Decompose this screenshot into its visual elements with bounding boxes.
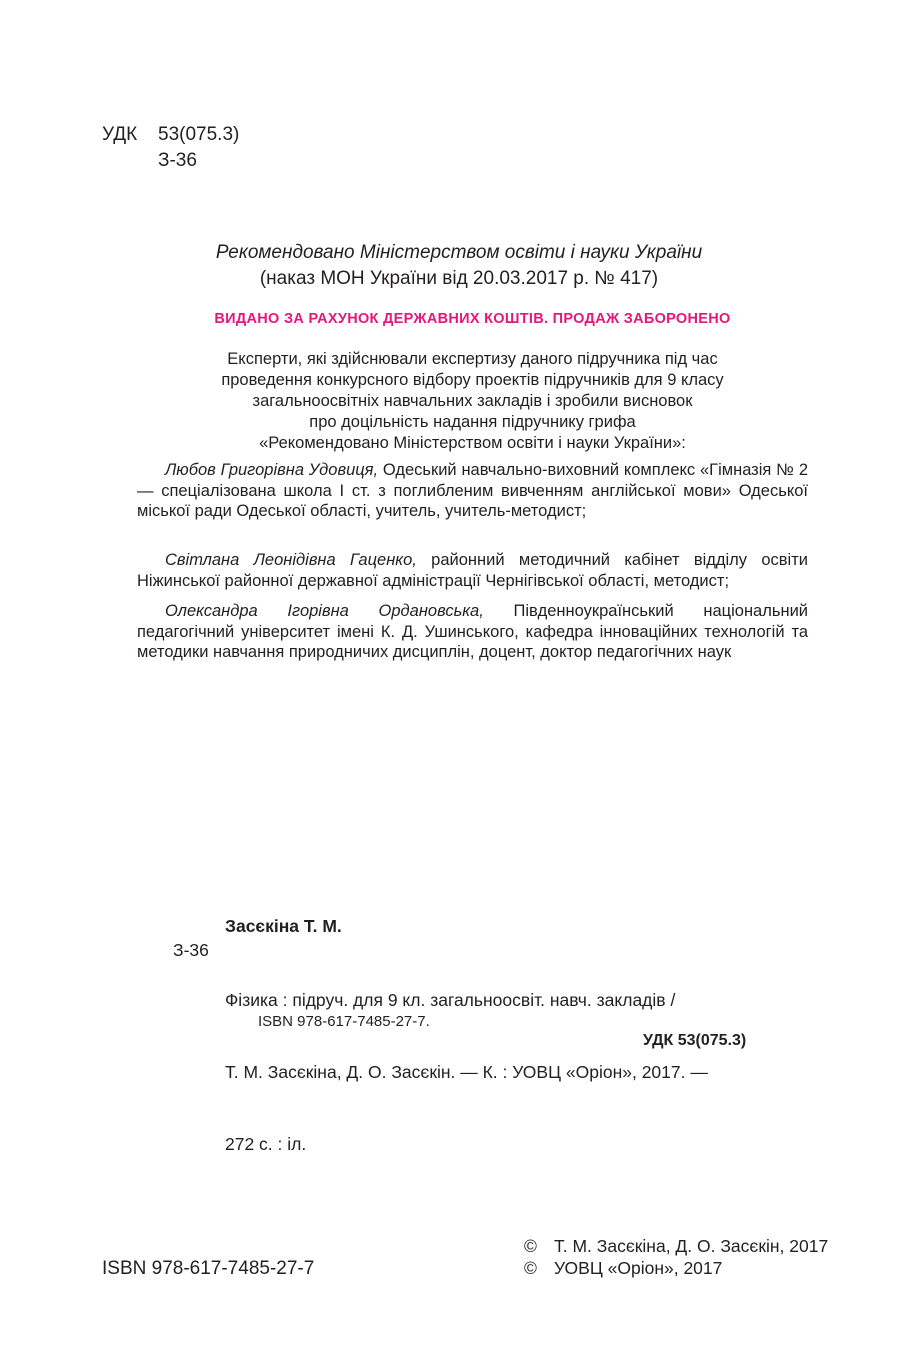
experts-intro-line: Експерти, які здійснювали експертизу даного підручника під час bbox=[227, 350, 718, 368]
expert-details: районний методичний кабінет відділу освіти Ніжинської районної державної адміністрації Чернігівської області, методист; bbox=[137, 551, 808, 590]
author-sign: З-36 bbox=[158, 150, 197, 171]
expert-name: Олександра Ігорівна Ордановська, bbox=[165, 602, 484, 620]
expert-details: Південноукраїнський національний педагогічний університет імені К. Д. Ушинського, кафедра інноваційних технологій та методики навчання природничих дисциплін, доцент, доктор педагогічних наук bbox=[137, 602, 808, 661]
copyright-authors bbox=[524, 1236, 828, 1257]
udk-line bbox=[102, 122, 239, 148]
copyright-authors-text: Т. М. Засєкіна, Д. О. Засєкін, 2017 bbox=[554, 1236, 829, 1256]
biblio-code: З-36 bbox=[173, 940, 209, 960]
copyright-symbol: © bbox=[524, 1258, 537, 1278]
expert-entry bbox=[137, 601, 808, 663]
recommendation-line-1: Рекомендовано Міністерством освіти і науки України bbox=[215, 242, 703, 263]
expert-entry bbox=[137, 550, 808, 591]
sale-prohibited-notice: ВИДАНО ЗА РАХУНОК ДЕРЖАВНИХ КОШТІВ. ПРОДАЖ ЗАБОРОНЕНО bbox=[214, 311, 731, 327]
biblio-line: Фізика : підруч. для 9 кл. загальноосвіт. навч. закладів / bbox=[225, 990, 676, 1010]
copyright-symbol: © bbox=[524, 1236, 537, 1256]
biblio-udk: УДК 53(075.3) bbox=[643, 1032, 747, 1049]
experts-intro-line: проведення конкурсного відбору проектів підручників для 9 класу bbox=[221, 371, 724, 389]
biblio-line: Т. М. Засєкіна, Д. О. Засєкін. — К. : УОВЦ «Оріон», 2017. — bbox=[225, 1062, 708, 1082]
biblio-line: 272 с. : іл. bbox=[225, 1134, 307, 1154]
biblio-description bbox=[225, 940, 708, 1180]
experts-intro-line: загальноосвітніх навчальних закладів і зробили висновок bbox=[252, 392, 693, 410]
experts-intro-line: «Рекомендовано Міністерством освіти і науки України»: bbox=[259, 434, 686, 452]
copyright-publisher-text: УОВЦ «Оріон», 2017 bbox=[554, 1258, 723, 1278]
recommendation bbox=[0, 240, 918, 292]
recommendation-line-2: (наказ МОН України від 20.03.2017 р. № 417) bbox=[259, 268, 659, 289]
udk-header bbox=[102, 122, 239, 174]
udk-label: УДК bbox=[102, 124, 138, 145]
isbn-footer: ISBN 978-617-7485-27-7 bbox=[102, 1258, 315, 1279]
biblio-author: Засєкіна Т. М. bbox=[225, 916, 342, 936]
expert-name: Любов Григорівна Удовиця, bbox=[165, 461, 379, 479]
expert-name: Світлана Леонідівна Гаценко, bbox=[165, 551, 417, 569]
udk-code: 53(075.3) bbox=[158, 124, 240, 145]
experts-intro bbox=[0, 349, 918, 454]
biblio-isbn: ISBN 978-617-7485-27-7. bbox=[258, 1013, 430, 1030]
experts-intro-line: про доцільність надання підручнику грифа bbox=[309, 413, 636, 431]
expert-details: Одеський навчально-виховний комплекс «Гімназія № 2 — спеціалізована школа І ст. з поглибленим вивченням англійської мови» Одеської міської ради Одеської області, учитель, учитель-методист; bbox=[137, 461, 808, 520]
expert-entry bbox=[137, 460, 808, 522]
copyright-publisher bbox=[524, 1258, 722, 1279]
